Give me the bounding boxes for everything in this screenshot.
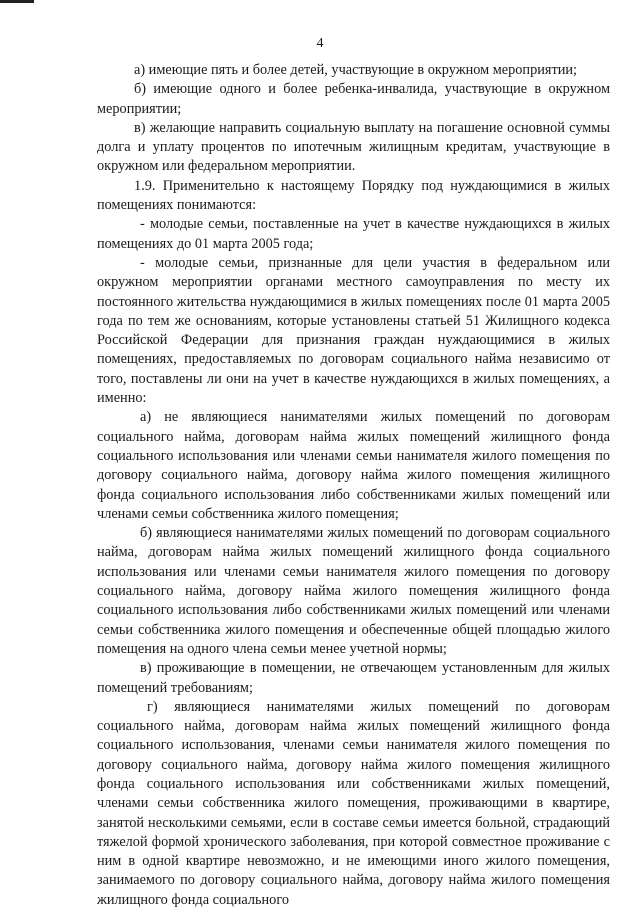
paragraph-recognized-after-2005: - молодые семьи, признанные для цели участия в федеральном или окружном мероприятии органами местного самоуправления по месту их постоянного жительства нуждающимися в жилых помещениях после 01 марта 2005 года по тем же основаниям, которые установлены статьей 51 Жилищного кодекса Российской Федерации для признания граждан нуждающимися в жилых помещениях, предоставляемых по договорам социального найма независимо от того, поставлены ли они на учет в качестве нуждающихся в жилых помещениях, а именно: (97, 254, 610, 407)
paragraph-v-mortgage: в) желающие направить социальную выплату на погашение основной суммы долга и уплату процентов по ипотечным жилищным кредитам, участвующие в окружном или федеральном мероприятии. (97, 119, 610, 175)
paragraph-g-shared-apartment: г) являющиеся нанимателями жилых помещений по договорам социального найма, договорам найма жилых помещений жилищного фонда социального использования, членами семьи нанимателя жилого помещения по договору социального найма, договору найма жилого помещения жилищного фонда социального использования или собственниками жилых помещений, членами семьи собственника жилого помещения, проживающими в квартире, занятой несколькими семьями, если в составе семьи имеется больной, страдающий тяжелой формой хронического заболевания, при которой совместное проживание с ним в одной квартире невозможно, и не имеющими иного жилого помещения, занимаемого по договору социального найма, договору найма жилого помещения жилищного фонда социального (97, 698, 610, 908)
paragraph-1-9-definition: 1.9. Применительно к настоящему Порядку под нуждающимися в жилых помещениях понимаются: (97, 177, 610, 214)
paragraph-b-tenants-below-norm: б) являющиеся нанимателями жилых помещений по договорам социального найма, договорам найма жилых помещений жилищного фонда социального использования или членами семьи нанимателя жилого помещения по договору социального найма, договору найма жилого помещения жилищного фонда социального использования либо собственниками жилых помещений или членами семьи собственника жилого помещения и обеспеченные общей площадью жилого помещения на одного члена семьи менее учетной нормы; (97, 525, 610, 657)
paragraph-b-disabled-child: б) имеющие одного и более ребенка-инвалида, участвующие в окружном мероприятии; (97, 81, 610, 117)
document-body (97, 61, 610, 910)
scan-corner-mark (0, 0, 34, 3)
page-number: 4 (316, 36, 324, 51)
paragraph-v-unsuitable-housing: в) проживающие в помещении, не отвечающем установленным для жилых помещений требованиям; (97, 660, 610, 696)
paragraph-registered-before-2005: - молодые семьи, поставленные на учет в качестве нуждающихся в жилых помещениях до 01 марта 2005 года; (97, 216, 610, 252)
paragraph-a-not-tenants: а) не являющиеся нанимателями жилых помещений по договорам социального найма, договорам найма жилых помещений жилищного фонда социального использования или членами семьи нанимателя жилого помещения по договору социального найма, договору найма жилого помещения жилищного фонда социального использования либо собственниками жилых помещений или членами семьи собственника жилого помещения; (97, 409, 610, 522)
paragraph-a-five-children: а) имеющие пять и более детей, участвующие в окружном мероприятии; (134, 62, 577, 78)
